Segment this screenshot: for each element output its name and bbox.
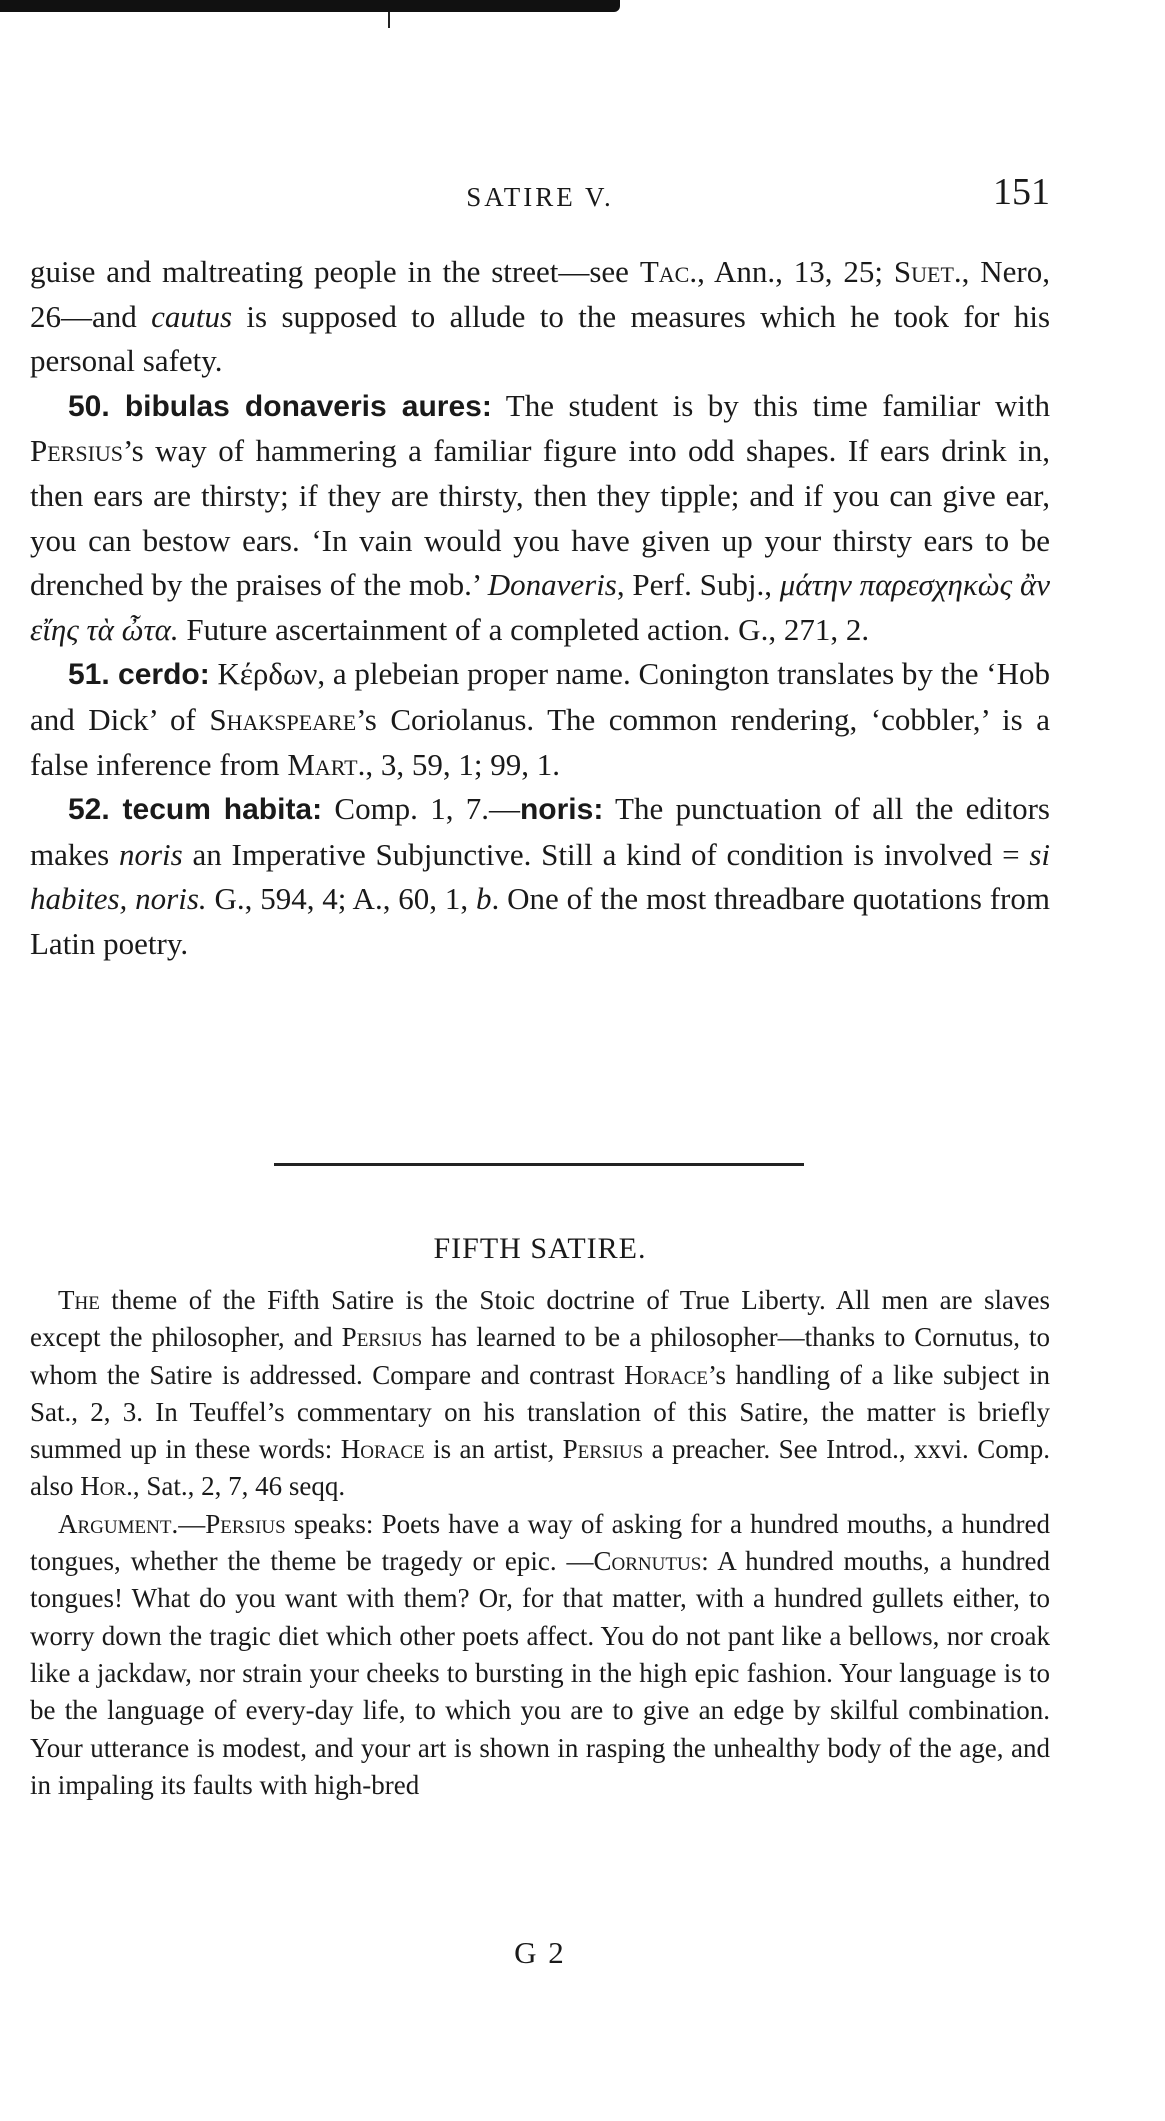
author-ref: Persius xyxy=(341,1322,423,1353)
text: The xyxy=(58,1285,100,1315)
text: guise and maltreating people in the street—see xyxy=(30,254,640,289)
argument-paragraph xyxy=(30,1506,1050,1804)
author-ref: Mart. xyxy=(287,746,366,782)
text: : A hundred mouths, a hundred tongues! What do you want with them? Or, for that matter, with a hundred gullets either, to worry down the tragic diet which other poets affect. You do not pant like a bellows, nor croak like a jackdaw, nor strain your cheeks to bursting in the high epic fashion. Your language is to be the language of every-day life, to which you are to give an edge by skilful combination. Your utterance is modest, and your art is shown in rasping the unhealthy body of the age, and in impaling its faults with high-bred xyxy=(30,1546,1051,1800)
text: . One of the most threadbare quotations from Latin poetry. xyxy=(30,881,1050,961)
argument-label: Argument. xyxy=(58,1508,179,1539)
text: theme of the Fifth Satire is the Stoic doctrine of True Liberty. All men are slaves except the philosopher, and xyxy=(30,1285,1050,1353)
text: Comp. 1, 7.— xyxy=(322,791,520,827)
text: is an artist, xyxy=(424,1434,563,1465)
note-52 xyxy=(30,787,1050,966)
text: ’s way of hammering a familiar figure into odd shapes. If ears drink in, then ears are thirsty; if they are thirsty, then they tipple; and if you can give ear, you can bestow ears. ‘In vain would you have given up your thirsty ears to be drenched by the praises of the mob.’ xyxy=(30,433,1050,603)
running-head: SATIRE V. xyxy=(466,182,614,212)
author-ref: Tac. xyxy=(639,254,698,289)
text: ’s handling of a like subject in Sat., 2, 3. In Teuffel’s commentary on his translation of this Satire, the matter is briefly summed up in these words: xyxy=(30,1359,1051,1465)
note-lemma: 50. bibulas donaveris aures: xyxy=(68,389,492,423)
text: The student is by this time familiar with xyxy=(491,387,1050,423)
author-ref: Suet. xyxy=(893,254,962,289)
printer-signature: G 2 xyxy=(514,1935,566,1970)
author-ref: Persius xyxy=(205,1508,286,1539)
satire-summary xyxy=(30,1282,1050,1804)
scan-mark xyxy=(388,12,390,28)
note-50 xyxy=(30,384,1050,653)
note-lemma: noris: xyxy=(519,793,604,827)
text: , Sat., 2, 7, 46 seqq. xyxy=(132,1471,346,1502)
text: G., 594, 4; A., 60, 1, xyxy=(206,881,476,917)
greek-quote: μάτην παρεσχηκὼς ἂν εἴης τὰ ὦτα. xyxy=(30,567,1051,647)
author-ref: Horace xyxy=(340,1434,425,1465)
text: ’s Coriolanus. The common rendering, ‘cobbler,’ is a false inference from xyxy=(30,701,1050,782)
text: , Nero, 26—and xyxy=(30,254,1050,334)
text: , Perf. Subj., xyxy=(616,567,780,603)
text: — xyxy=(178,1508,206,1539)
latin-term: b xyxy=(475,881,492,917)
page-number: 151 xyxy=(993,171,1050,213)
speaker-ref: Cornutus xyxy=(593,1546,702,1577)
author-ref: Shakspeare xyxy=(209,701,357,737)
author-ref: Hor. xyxy=(80,1471,133,1502)
text: Future ascertainment of a completed action. G., 271, 2. xyxy=(178,611,870,647)
latin-term: noris xyxy=(118,836,183,872)
author-ref: Persius xyxy=(562,1434,644,1465)
author-ref: Horace xyxy=(624,1359,709,1390)
text: an Imperative Subjunctive. Still a kind of condition is involved = xyxy=(182,836,1030,872)
text: , 3, 59, 1; 99, 1. xyxy=(365,746,560,782)
intro-paragraph xyxy=(30,1282,1050,1506)
latin-term: cautus xyxy=(151,298,233,334)
continuation-paragraph xyxy=(30,250,1050,384)
latin-term: si habites, noris. xyxy=(30,836,1051,917)
section-title: FIFTH SATIRE. xyxy=(433,1232,647,1265)
note-51 xyxy=(30,652,1050,787)
page-header xyxy=(30,170,1050,230)
text: speaks: Poets have a way of asking for a hundred mouths, a hundred tongues, whether the theme be tragedy or epic. — xyxy=(30,1508,1050,1577)
section-divider xyxy=(274,1163,804,1166)
text: , Ann., 13, 25; xyxy=(697,254,894,289)
author-ref: Persius xyxy=(30,433,124,469)
commentary-notes xyxy=(30,250,1050,967)
note-lemma: 51. cerdo: xyxy=(68,658,210,692)
scan-edge xyxy=(0,0,620,12)
text: a preacher. See Introd., xxvi. Comp. also xyxy=(30,1434,1050,1502)
latin-term: Donaveris xyxy=(487,567,617,603)
text: is supposed to allude to the measures which he took for his personal safety. xyxy=(30,298,1051,379)
note-lemma: 52. tecum habita: xyxy=(68,793,323,827)
text: The punctuation of all the editors makes xyxy=(30,791,1051,872)
text: has learned to be a philosopher—thanks to Cornutus, to whom the Satire is addressed. Compare and contrast xyxy=(30,1322,1050,1390)
greek-word: Κέρδων xyxy=(209,656,318,692)
text: , a plebeian proper name. Conington translates by the ‘Hob and Dick’ of xyxy=(30,656,1050,737)
